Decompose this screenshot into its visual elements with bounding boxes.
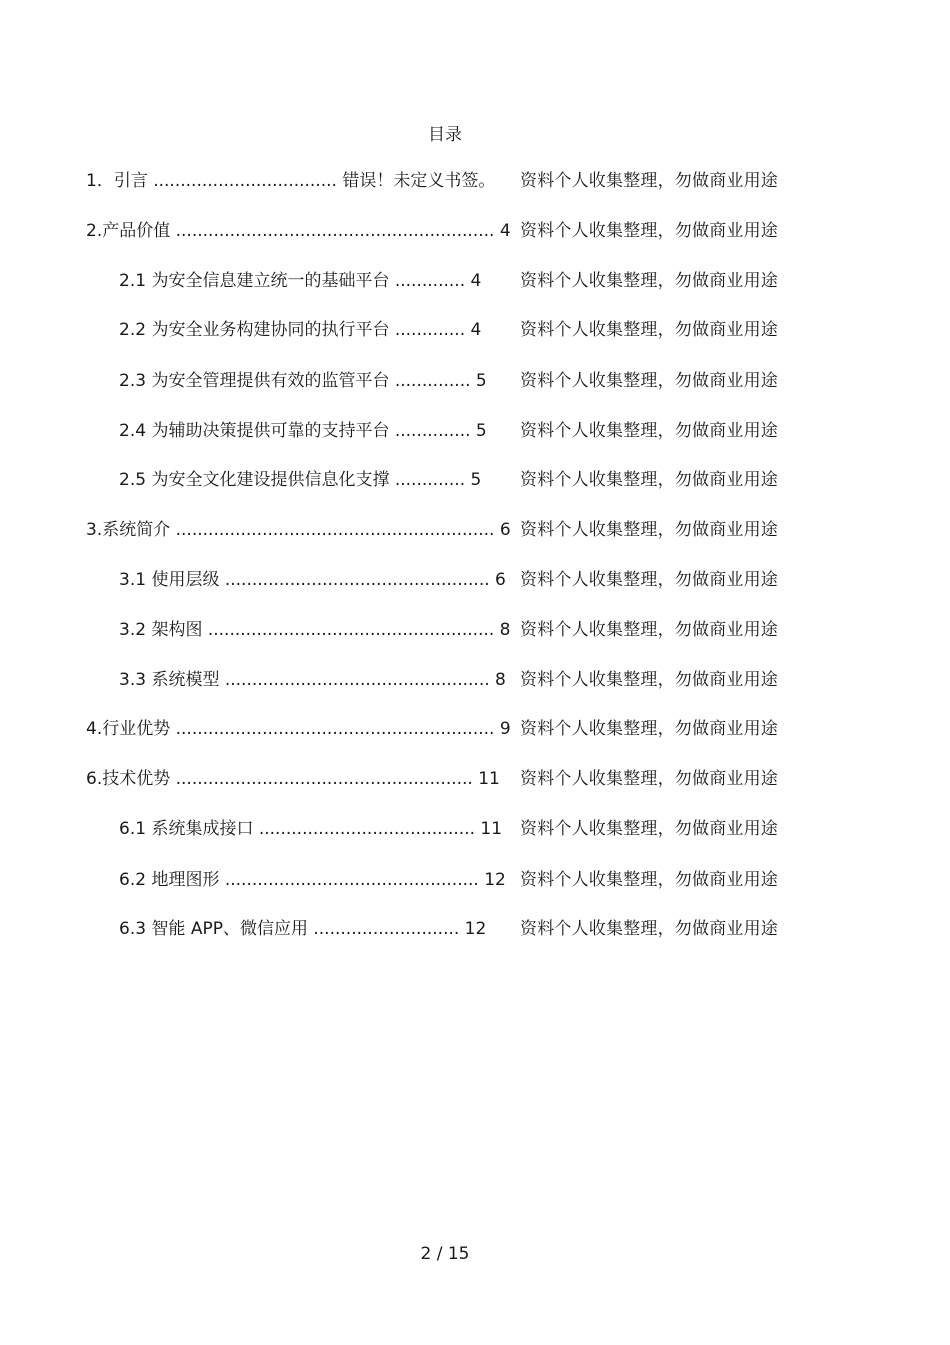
toc-row (0, 169, 950, 193)
toc-note: 资料个人收集整理，勿做商业用途 (520, 470, 778, 490)
toc-note: 资料个人收集整理，勿做商业用途 (520, 719, 778, 739)
toc-entry-3-2[interactable]: 3.2 架构图 ..................................................... 8 (119, 620, 511, 640)
toc-entry-3-1[interactable]: 3.1 使用层级 ................................................. 6 (119, 570, 506, 590)
toc-entry-3-3[interactable]: 3.3 系统模型 ................................................. 8 (119, 670, 506, 690)
toc-note: 资料个人收集整理，勿做商业用途 (520, 320, 778, 340)
toc-note: 资料个人收集整理，勿做商业用途 (520, 171, 778, 191)
toc-entry-tech-advantage[interactable]: 6.技术优势 ....................................................... 11 (86, 769, 500, 789)
toc-entry-intro[interactable]: 1．引言 .................................. 错误！未定义书签。 (86, 171, 496, 191)
toc-row (0, 269, 950, 293)
page-number: 2 / 15 (420, 1244, 470, 1264)
toc-entry-industry-advantage[interactable]: 4.行业优势 ........................................................... 9 (86, 719, 511, 739)
toc-row (0, 568, 950, 592)
toc-note: 资料个人收集整理，勿做商业用途 (520, 769, 778, 789)
toc-note: 资料个人收集整理，勿做商业用途 (520, 271, 778, 291)
toc-note: 资料个人收集整理，勿做商业用途 (520, 620, 778, 640)
toc-note: 资料个人收集整理，勿做商业用途 (520, 520, 778, 540)
toc-row (0, 668, 950, 692)
toc-row (0, 767, 950, 791)
toc-entry-product-value[interactable]: 2.产品价值 ........................................................... 4 (86, 221, 511, 241)
toc-row (0, 419, 950, 443)
toc-row (0, 468, 950, 492)
toc-row (0, 219, 950, 243)
toc-entry-system-intro[interactable]: 3.系统简介 ........................................................... 6 (86, 520, 511, 540)
toc-note: 资料个人收集整理，勿做商业用途 (520, 819, 778, 839)
toc-entry-2-5[interactable]: 2.5 为安全文化建设提供信息化支撑 ............. 5 (119, 470, 482, 490)
toc-note: 资料个人收集整理，勿做商业用途 (520, 221, 778, 241)
toc-row (0, 518, 950, 542)
toc-entry-2-1[interactable]: 2.1 为安全信息建立统一的基础平台 ............. 4 (119, 271, 482, 291)
toc-entry-2-3[interactable]: 2.3 为安全管理提供有效的监管平台 .............. 5 (119, 371, 487, 391)
page-title: 目录 (428, 125, 462, 145)
toc-note: 资料个人收集整理，勿做商业用途 (520, 919, 778, 939)
toc-entry-6-2[interactable]: 6.2 地理图形 ............................................... 12 (119, 870, 506, 890)
toc-row (0, 318, 950, 342)
toc-row (0, 369, 950, 393)
toc-entry-2-4[interactable]: 2.4 为辅助决策提供可靠的支持平台 .............. 5 (119, 421, 487, 441)
toc-entry-6-1[interactable]: 6.1 系统集成接口 ........................................ 11 (119, 819, 503, 839)
toc-entry-6-3[interactable]: 6.3 智能 APP、微信应用 ........................... 12 (119, 919, 487, 939)
toc-note: 资料个人收集整理，勿做商业用途 (520, 670, 778, 690)
toc-row (0, 618, 950, 642)
toc-row (0, 868, 950, 892)
toc-entry-2-2[interactable]: 2.2 为安全业务构建协同的执行平台 ............. 4 (119, 320, 482, 340)
toc-note: 资料个人收集整理，勿做商业用途 (520, 570, 778, 590)
toc-row (0, 817, 950, 841)
toc-row (0, 917, 950, 941)
toc-note: 资料个人收集整理，勿做商业用途 (520, 421, 778, 441)
toc-note: 资料个人收集整理，勿做商业用途 (520, 870, 778, 890)
toc-note: 资料个人收集整理，勿做商业用途 (520, 371, 778, 391)
toc-row (0, 717, 950, 741)
